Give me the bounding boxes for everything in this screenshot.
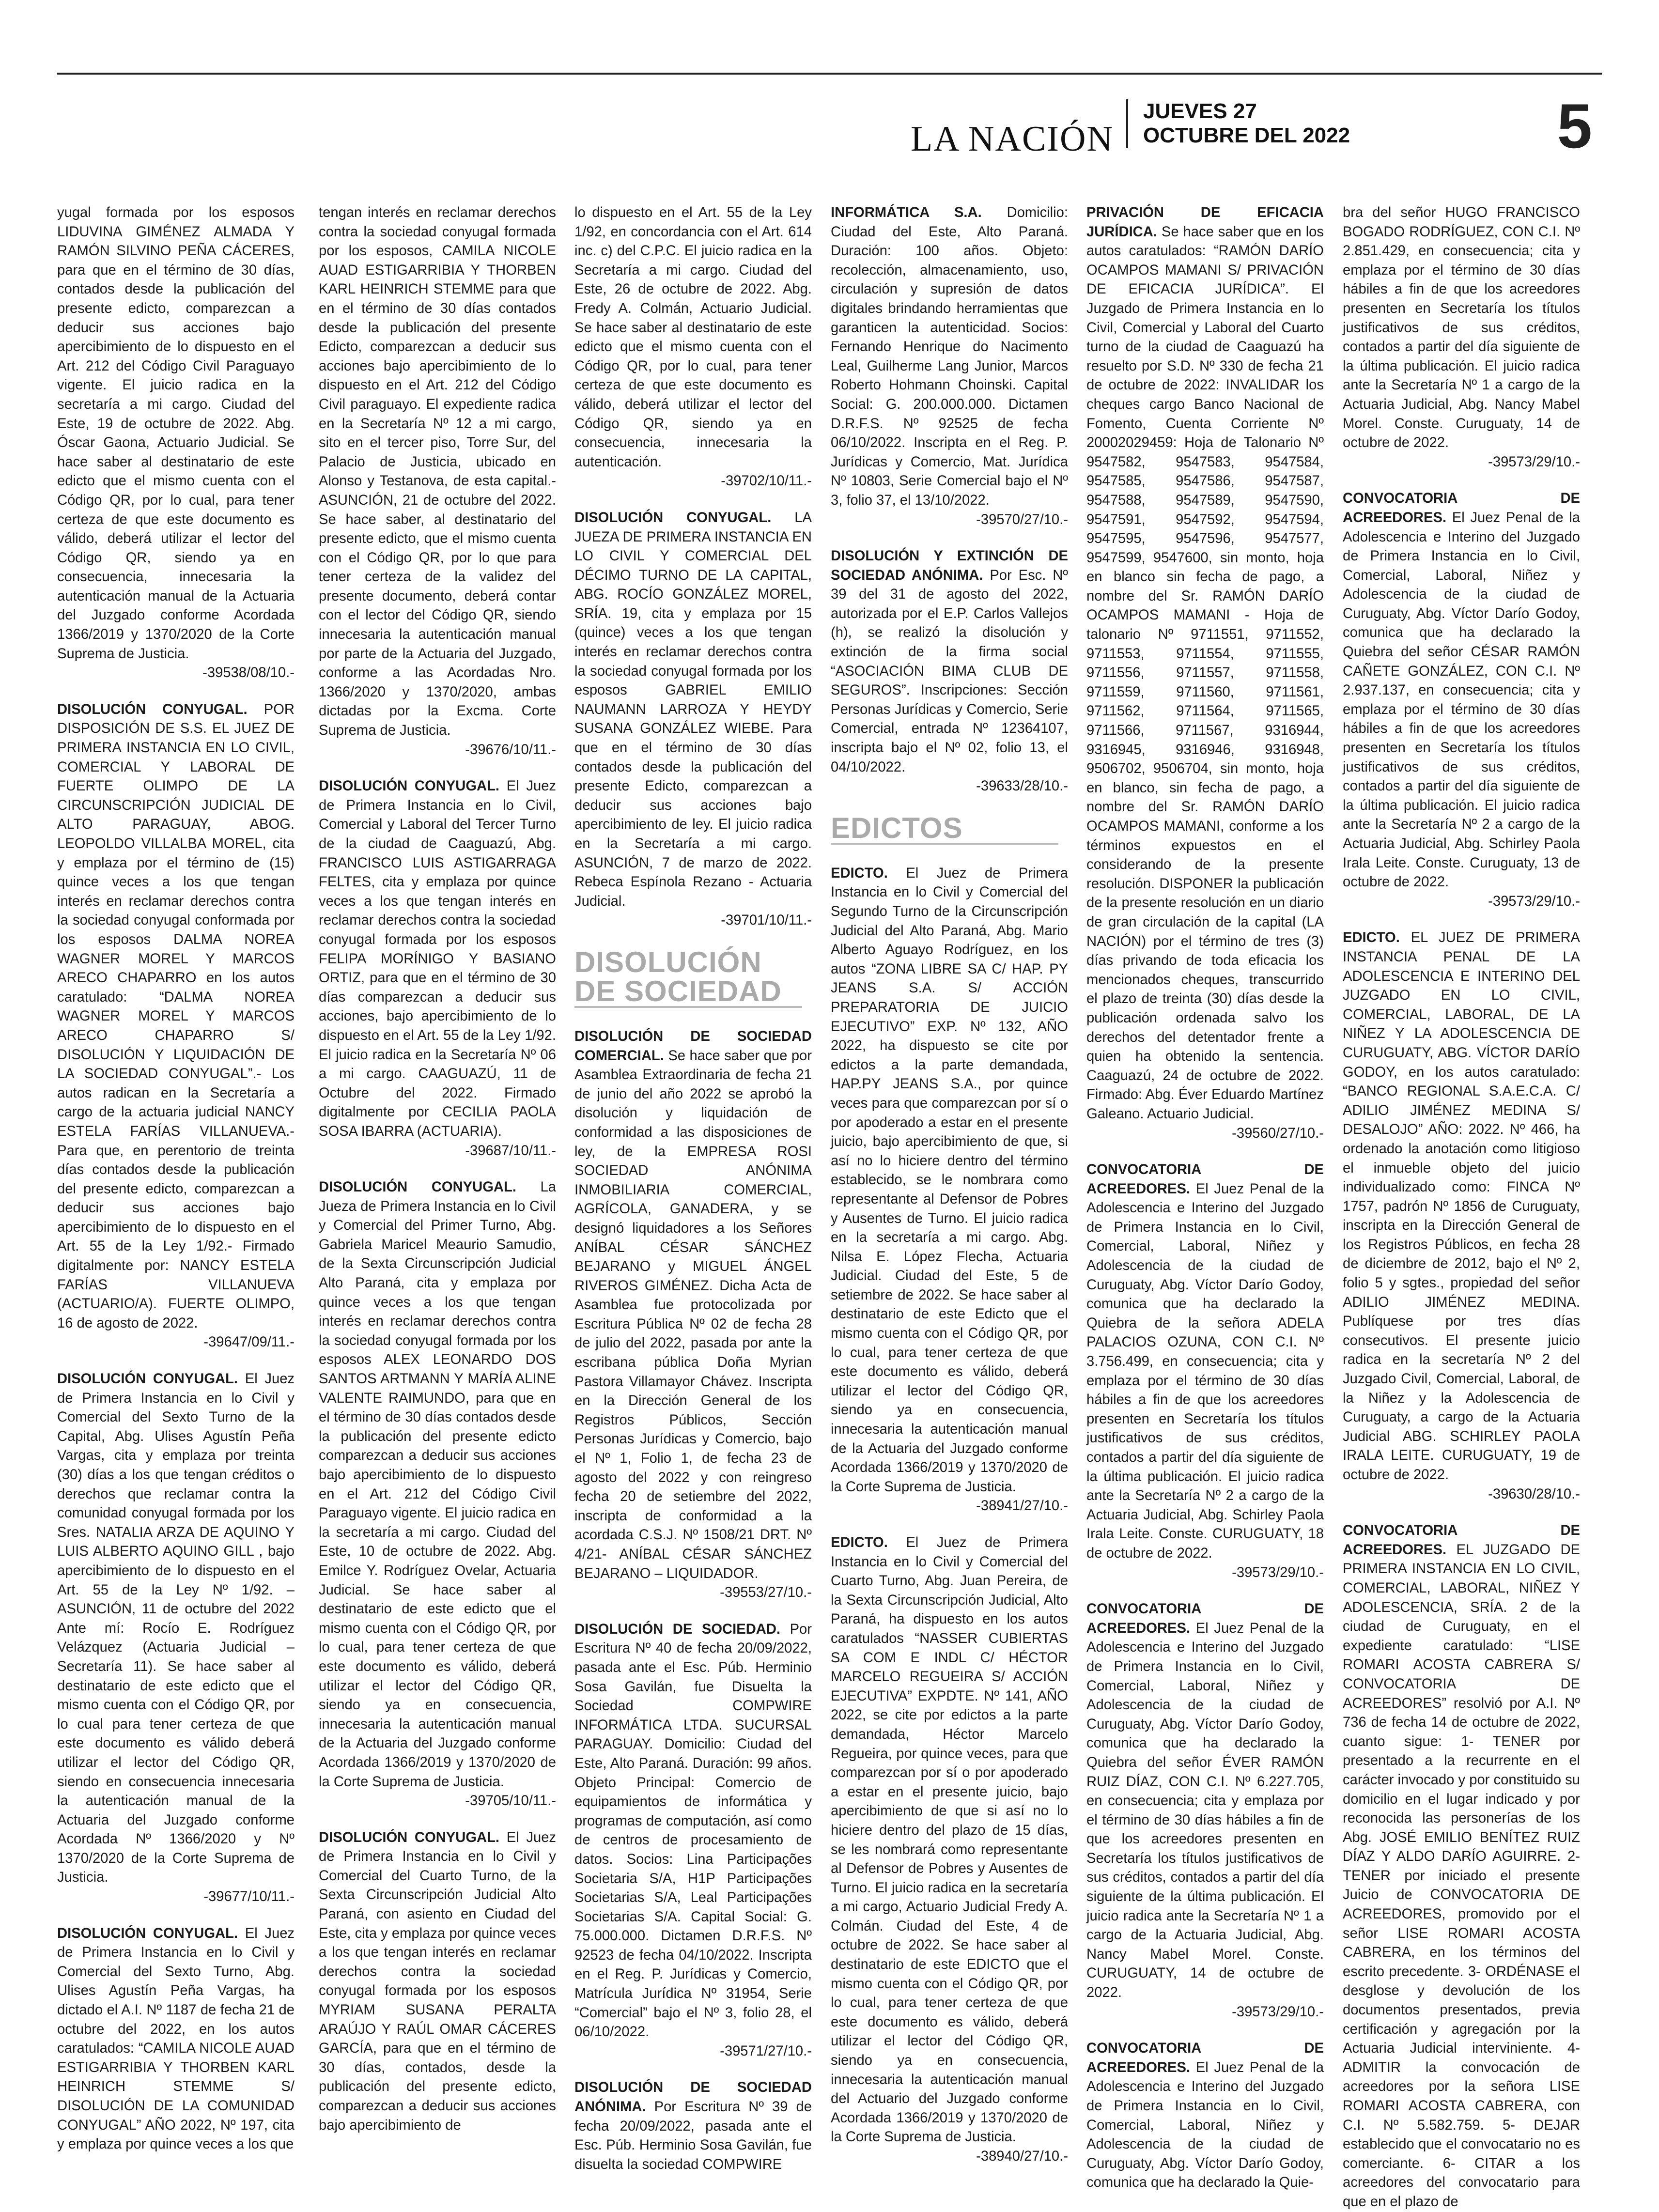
notice-body: tengan interés en reclamar derechos contra la sociedad conyugal formada por los esposos, CAMILA NICOLE AUAD ESTIGARRIBIA Y THORBEN KARL HEINRICH STEMME para que en el término de 30 días contados desde la publicación del presente Edicto, comparezcan a deducir sus acciones bajo apercibimiento de lo dispuesto en el Art. 212 del Código Civil paraguayo. El expediente radica en la Secretaría Nº 12 a mi cargo, sito en el tercer piso, Torre Sur, del Palacio de Justicia, ubicado en Alonso y Testanova, de esta capital.- ASUNCIÓN, 21 de octubre del 2022. Se hace saber, al destinatario del presente edicto, que el mismo cuenta con el Código QR, por lo que para tener certeza de la validez del presente documento, deberá contar con el lector del Código QR, siendo innecesaria la autenticación manual por parte de la Actuaria del Juzgado, conforme a las Acordadas Nro. 1366/2020 y 1370/2020, ambas dictadas por la Excma. Corte Suprema de Justicia. <box>319 205 556 739</box>
notice-reference: -39571/27/10.- <box>720 2043 812 2059</box>
legal-notice <box>319 1828 556 2135</box>
notice-body: EL JUZGADO DE PRIMERA INSTANCIA EN LO CIVIL, COMERCIAL, LABORAL, NIÑEZ Y ADOLESCENCIA, SRÍA. 2 de la ciudad de Curuguaty, en el expediente caratulado: “LISE ROMARI ACOSTA CABRERA S/ CONVOCATORIA DE ACREEDORES” resolvió por A.I. Nº 736 de fecha 14 de octubre de 2022, cuanto sigue: 1- TENER por presentado a la recurrente en el carácter invocado y por constituido su domicilio en el lugar indicado y por reconocida las personerías de los Abg. JOSÉ EMILIO BENÍTEZ RUIZ DÍAZ Y ALDO DARÍO AGUIRRE. 2- TENER por iniciado el presente Juicio de CONVOCATORIA DE ACREEDORES, promovido por el señor LISE ROMARI ACOSTA CABRERA, en los términos del escrito precedente. 3- ORDÉNASE el desglose y devolución de los documentos presentados, previa certificación y agregación por la Actuaria Judicial interviniente. 4- ADMITIR la convocación de acreedores por la señora LISE ROMARI ACOSTA CABRERA, con C.I. Nº 5.582.759. 5- DEJAR establecido que el convocatario no es comerciante. 6- CITAR a los acreedores del convocatario para que en el plazo de <box>1343 1542 1580 2210</box>
notice-reference: -39573/29/10.- <box>1488 893 1580 909</box>
notice-body: bra del señor HUGO FRANCISCO BOGADO RODRÍGUEZ, CON C.I. Nº 2.851.429, en consecuencia; cita y emplaza por el término de 30 días hábiles a fin de que los acreedores presenten en Secretaría los títulos justificativos de sus créditos, contados a partir del día siguiente de la última publicación. El juicio radica ante la Secretaría Nº 1 a cargo de la Actuaria Judicial, Abg. Nancy Mabel Morel. Conste. Curuguaty, 14 de octubre de 2022. <box>1343 205 1580 451</box>
notice-lead: EDICTO. <box>1343 930 1400 946</box>
section-heading-disolucion-sociedad: DISOLUCIÓN DE SOCIEDAD <box>574 948 812 1008</box>
notice-body: El Juez de Primera Instancia en lo Civil y Comercial del Segundo Turno de la Circunscripción Judicial del Alto Paraná, Abg. Mario Alberto Aguayo Rodríguez, en los autos “ZONA LIBRE SA C/ HAP. PY JEANS S.A. S/ ACCIÓN PREPARATORIA DE JUICIO EJECUTIVO” EXP. Nº 132, AÑO 2022, ha dispuesto se cite por edictos a la parte demandada, HAP.PY JEANS S.A., por quince veces para que comparezcan por sí o por apoderado a estar en el presente juicio, bajo apercibimiento de que, si así no lo hiciere dentro del término establecido, se le nombrara como representante al Defensor de Pobres y Ausentes de Turno. El juicio radica en la secretaría a mi cargo. Abg. Nilsa E. López Flecha, Actuaria Judicial. Ciudad del Este, 5 de setiembre de 2022. Se hace saber al destinatario de este Edicto que el mismo cuenta con el Código QR, por lo cual, para tener certeza de que este documento es válido, deberá utilizar el lector del Código QR, siendo ya en consecuencia, innecesaria la autenticación manual de la Actuaria del Juzgado conforme Acordada 1366/2019 y 1370/2020 de la Corte Suprema de Justicia. <box>831 865 1069 1495</box>
notice-lead: DISOLUCIÓN Y EXTINCIÓN DE SOCIEDAD ANÓNIMA. <box>831 548 1068 583</box>
notice-reference: -39560/27/10.- <box>1232 1125 1324 1141</box>
legal-notice <box>1343 928 1580 1504</box>
notice-lead: DISOLUCIÓN CONYUGAL. <box>574 510 772 526</box>
notice-lead: DISOLUCIÓN CONYUGAL. <box>319 1829 500 1845</box>
notice-reference: -39573/29/10.- <box>1232 2004 1324 2020</box>
notice-lead: DISOLUCIÓN CONYUGAL. <box>57 1925 238 1941</box>
notice-lead: DISOLUCIÓN DE SOCIEDAD COMERCIAL. <box>574 1028 812 1064</box>
notice-lead: EDICTO. <box>831 1535 888 1550</box>
notice-reference: -39647/09/11.- <box>203 1334 295 1350</box>
issue-date-day: JUEVES 27 <box>1143 99 1257 123</box>
legal-notice <box>57 203 295 683</box>
legal-notice <box>57 700 295 1352</box>
legal-notice <box>574 509 812 930</box>
legal-notice <box>831 864 1068 1516</box>
legal-notice <box>1343 203 1580 472</box>
legal-notice <box>1086 203 1324 1143</box>
notice-lead: CONVOCATORIA DE ACREEDORES. <box>1343 491 1580 526</box>
notice-lead: PRIVACIÓN DE EFICACIA JURÍDICA. <box>1086 205 1324 240</box>
column-6 <box>1343 203 1581 2210</box>
legal-notice <box>319 203 556 759</box>
notice-reference: -38940/27/10.- <box>976 2149 1068 2164</box>
legal-notice <box>1086 1160 1324 1582</box>
legal-notice <box>831 1533 1068 2166</box>
notice-reference: -39573/29/10.- <box>1232 1564 1324 1580</box>
issue-date <box>1143 99 1350 148</box>
notice-body: EL JUEZ DE PRIMERA INSTANCIA PENAL DE LA ADOLESCENCIA E INTERINO DEL JUZGADO EN LO CIVIL, COMERCIAL, LABORAL, DE LA NIÑEZ Y LA ADOLESCENCIA DE CURUGUATY, ABG. VÍCTOR DARÍO GODOY, en los autos caratulado: “BANCO REGIONAL S.A.E.C.A. C/ ADILIO JIMÉNEZ MEDINA S/ DESALOJO” AÑO: 2022. Nº 466, ha ordenado la anotación como litigioso el inmueble objeto del juicio individualizado como: FINCA Nº 1757, padrón Nº 1856 de Curuguaty, inscripta en la Dirección General de los Registros Públicos, en fecha 28 de diciembre de 2012, bajo el Nº 2, folio 5 y sgtes., propiedad del señor ADILIO JIMÉNEZ MEDINA. Publíquese por tres días consecutivos. El presente juicio radica en la secretaría Nº 2 del Juzgado Civil, Comercial, Laboral, de la Niñez y la Adolescencia de Curuguaty, a cargo de la Actuaria Judicial ABG. SCHIRLEY PAOLA IRALA LEITE. CURUGUATY, 19 de octubre de 2022. <box>1343 930 1581 1483</box>
notice-lead: DISOLUCIÓN DE SOCIEDAD. <box>574 1621 781 1637</box>
legal-notice <box>1086 2039 1324 2193</box>
column-3-top <box>574 203 812 930</box>
issue-date-month: OCTUBRE DEL 2022 <box>1143 124 1350 147</box>
notice-lead: CONVOCATORIA DE ACREEDORES. <box>1086 1162 1324 1197</box>
notice-lead: DISOLUCIÓN DE SOCIEDAD ANÓNIMA. <box>574 2080 812 2115</box>
notice-reference: -39676/10/11.- <box>465 742 556 758</box>
notice-body: El Juez de Primera Instancia en lo Civil y Comercial del Cuarto Turno, de la Sexta Circunscripción Judicial Alto Paraná, con asiento en Ciudad del Este, cita y emplaza por quince veces a los que tengan interés en reclamar derechos contra la sociedad conyugal formada por los esposos MYRIAM SUSANA PERALTA ARAÚJO Y RAÚL OMAR CÁCERES GARCÍA, para que en el término de 30 días, contados, desde la publicación del presente edicto, comparezcan a deducir sus acciones bajo apercibimiento de <box>319 1829 557 2133</box>
legal-notice <box>574 1027 812 1603</box>
masthead-divider <box>1126 99 1128 148</box>
notice-lead: DISOLUCIÓN CONYUGAL. <box>319 1179 516 1195</box>
column-5 <box>1086 203 1324 2191</box>
legal-notice <box>1343 1521 1580 2212</box>
notice-lead: DISOLUCIÓN CONYUGAL. <box>319 778 500 794</box>
notice-reference: -39630/28/10.- <box>1488 1486 1580 1502</box>
notice-body: Por Esc. Nº 39 del 31 de agosto del 2022, autorizada por el E.P. Carlos Vallejos (h), se realizó la disolución y extinción de la firma social “ASOCIACIÓN BIMA CLUB DE SEGUROS”. Inscripciones: Sección Personas Jurídicas y Comercio, Serie Comercial, entrada Nº 12364107, inscripta bajo el Nº 02, folio 13, el 04/10/2022. <box>831 567 1069 775</box>
legal-notice <box>574 1620 812 2061</box>
column-3-bottom <box>574 1027 812 2174</box>
notice-lead: DISOLUCIÓN CONYUGAL. <box>57 1371 238 1387</box>
newspaper-logo: LA NACIÓN <box>911 119 1114 159</box>
notice-body: POR DISPOSICIÓN DE S.S. EL JUEZ DE PRIMERA INSTANCIA EN LO CIVIL, COMERCIAL Y LABORAL DE FUERTE OLIMPO DE LA CIRCUNSCRIPCIÓN JUDICIAL DE ALTO PARAGUAY, ABOG. LEOPOLDO VILLALBA MOREL, cita y emplaza por el término de (15) quince veces a los que tengan interés en reclamar derechos contra la sociedad conyugal conformada por los esposos DALMA NOREA WAGNER MOREL Y MARCOS ARECO CHAPARRO en los autos caratulado: “DALMA NOREA WAGNER MOREL Y MARCOS ARECO CHAPARRO S/ DISOLUCIÓN Y LIQUIDACIÓN DE LA SOCIEDAD CONYUGAL”.- Los autos radican en la Secretaría a cargo de la actuaria judicial NANCY ESTELA FARÍAS VILLANUEVA.- Para que, en perentorio de treinta días contados desde la publicación del presente edicto, comparezcan a deducir sus acciones bajo apercibimiento de lo dispuesto en el Art. 55 de la Ley 1/92.- Firmado digitalmente por: NANCY ESTELA FARÍAS VILLANUEVA (ACTUARIO/A). FUERTE OLIMPO, 16 de agosto de 2022. <box>57 701 295 1331</box>
notice-lead: CONVOCATORIA DE ACREEDORES. <box>1086 2041 1324 2075</box>
notice-reference: -39553/27/10.- <box>720 1585 812 1601</box>
notice-reference: -39633/28/10.- <box>976 778 1068 794</box>
notice-body: lo dispuesto en el Art. 55 de la Ley 1/92, en concordancia con el Art. 614 inc. c) del C.P.C. El juicio radica en la Secretaría a mi cargo. Ciudad del Este, 26 de octubre de 2022. Abg. Fredy A. Colmán, Actuario Judicial. Se hace saber al destinatario de este edicto que el mismo cuenta con el Código QR, por lo cual, para tener certeza de que este documento es válido, deberá utilizar el lector del Código QR, siendo ya en consecuencia, innecesaria la autenticación. <box>574 205 812 470</box>
column-4-bottom <box>831 864 1068 2166</box>
notice-body: Domicilio: Ciudad del Este, Alto Paraná. Duración: 100 años. Objeto: recolección, almacenamiento, uso, circulación y supresión de datos digitales brindando herramientas que garanticen la autenticidad. Socios: Fernando Henrique do Nacimento Leal, Guilherme Lang Junior, Marcos Roberto Hohmann Choinski. Capital Social: G. 200.000.000. Dictamen D.R.F.S. Nº 92525 de fecha 06/10/2022. Inscripta en el Reg. P. Jurídicas y Comercio, Mat. Jurídica Nº 10803, Serie Comercial bajo el Nº 3, folio 37, el 13/10/2022. <box>831 205 1068 508</box>
notice-reference: -39573/29/10.- <box>1488 454 1580 470</box>
column-4-top <box>831 203 1068 796</box>
notice-reference: -39677/10/11.- <box>203 1889 295 1905</box>
masthead <box>911 91 1602 161</box>
notice-body: El Juez Penal de la Adolescencia e Interino del Juzgado de Primera Instancia en lo Civil, Comercial, Laboral, Niñez y Adolescencia de la ciudad de Curuguaty, Abg. Víctor Darío Godoy, comunica que ha declarado la Quiebra del señor CÉSAR RAMÓN CAÑETE GONZÁLEZ, CON C.I. Nº 2.937.137, en consecuencia; cita y emplaza por el término de 30 días hábiles a fin de que los acreedores presenten en Secretaría los títulos justificativos de sus créditos, contados a partir del día siguiente de la última publicación. El juicio radica ante la Secretaría Nº 2 a cargo de la Actuaria Judicial, Abg. Schirley Paola Irala Leite. Conste. Curuguaty, 13 de octubre de 2022. <box>1343 510 1580 890</box>
notice-reference: -39705/10/11.- <box>465 1793 556 1809</box>
notice-body: El Juez de Primera Instancia en lo Civil y Comercial del Cuarto Turno, Abg. Juan Pereira, de la Sexta Circunscripción Judicial, Alto Paraná, ha dispuesto en los autos caratulados “NASSER CUBIERTAS SA COM E INDL C/ HÉCTOR MARCELO REGUEIRA S/ ACCIÓN EJECUTIVA” EXPDTE. Nº 141, AÑO 2022, se cite por edictos a la parte demandada, Héctor Marcelo Regueira, por quince veces, para que comparezcan por sí o por apoderado a estar en el presente juicio, bajo apercibimiento de que si así no lo hiciere dentro del plazo de 15 días, se les nombrará como representante al Defensor de Pobres y Ausentes de Turno. El juicio radica en la secretaría a mi cargo, Actuario Judicial Fredy A. Colmán. Ciudad del Este, 4 de octubre de 2022. Se hace saber al destinatario de este EDICTO que el mismo cuenta con el Código QR, por lo cual, para tener certeza de que este documento es válido, deberá utilizar el lector del Código QR, siendo ya en consecuencia, innecesaria la autenticación manual del Actuario del Juzgado conforme Acordada 1366/2019 y 1370/2020 de la Corte Suprema de Justicia. <box>831 1535 1069 2145</box>
legal-notice <box>1343 489 1580 911</box>
legal-notice <box>57 1370 295 1907</box>
column-1 <box>57 203 295 2152</box>
column-3 <box>574 203 812 2172</box>
notice-body: Se hace saber que en los autos caratulados: “RAMÓN DARÍO OCAMPOS MAMANI S/ PRIVACIÓN DE EFICACIA JURÍDICA”. El Juzgado de Primera Instancia en lo Civil, Comercial y Laboral del Cuarto turno de la ciudad de Caaguazú ha resuelto por S.D. Nº 330 de fecha 21 de octubre de 2022: INVALIDAR los cheques cargo Banco Nacional de Fomento, Cuenta Corriente Nº 20002029459: Hoja de Talonario Nº 9547582, 9547583, 9547584, 9547585, 9547586, 9547587, 9547588, 9547589, 9547590, 9547591, 9547592, 9547594, 9547595, 9547596, 9547577, 9547599, 9547600, sin monto, hoja en blanco sin fecha de pago, a nombre del Sr. RAMÓN DARÍO OCAMPOS MAMANI - Hoja de talonario Nº 9711551, 9711552, 9711553, 9711554, 9711555, 9711556, 9711557, 9711558, 9711559, 9711560, 9711561, 9711562, 9711564, 9711565, 9711566, 9711567, 9316944, 9316945, 9316946, 9316948, 9506702, 9506704, sin monto, hoja en blanco, sin fecha de pago, a nombre del Sr. RAMÓN DARÍO OCAMPOS MAMANI, conforme a los términos expuestos en el considerando de la presente resolución. DISPONER la publicación de la presente resolución en un diario de gran circulación de la capital (LA NACIÓN) por el término de tres (3) días privando de toda eficacia los mencionados cheques, transcurrido el plazo de treinta (30) días desde la publicación ordenada salvo los derechos del detentador frente a quien ha obtenido la sentencia. Caaguazú, 24 de octubre de 2022. Firmado: Abg. Éver Eduardo Martínez Galeano. Actuario Judicial. <box>1086 224 1324 1122</box>
notice-reference: -39687/10/11.- <box>465 1143 556 1159</box>
legal-notice <box>1086 1600 1324 2022</box>
notice-lead: INFORMÁTICA S.A. <box>831 205 982 220</box>
notice-reference: -39701/10/11.- <box>721 913 812 928</box>
notice-body: LA JUEZA DE PRIMERA INSTANCIA EN LO CIVIL Y COMERCIAL DEL DÉCIMO TURNO DE LA CAPITAL, ABG. ROCÍO GONZÁLEZ MOREL, SRÍA. 19, cita y emplaza por 15 (quince) veces a los que tengan interés en reclamar derechos contra la sociedad conyugal formada por los esposos GABRIEL EMILIO NAUMANN LARROZA Y HEYDY SUSANA GONZÁLEZ WIEBE. Para que en el término de 30 días contados desde la publicación del presente Edicto, comparezcan a deducir sus acciones bajo apercibimiento de ley. El juicio radica en la Secretaría a mi cargo. ASUNCIÓN, 7 de marzo de 2022. Rebeca Espínola Rezano - Actuaria Judicial. <box>574 510 812 909</box>
notice-body: El Juez de Primera Instancia en lo Civil y Comercial del Sexto Turno de la Capital, Abg. Ulises Agustín Peña Vargas, cita y emplaza por treinta (30) días a los que tengan créditos o derechos que reclamar contra la comunidad conyugal formada por los Sres. NATALIA ARZA DE AQUINO Y LUIS ALBERTO AQUINO GILL , bajo apercibimiento de lo dispuesto en el Art. 55 de la Ley Nº 1/92. – ASUNCIÓN, 11 de octubre del 2022 Ante mí: Rocío E. Rodríguez Velázquez (Actuaria Judicial – Secretaría 11). Se hace saber al destinatario de este edicto que el mismo cuenta con el Código QR, por lo cual para tener certeza de que este documento es válido deberá utilizar el lector del Código QR, siendo en consecuencia innecesaria la autenticación manual de la Actuaria del Juzgado conforme Acordada Nº 1366/2020 y Nº 1370/2020 de la Corte Suprema de Justicia. <box>57 1371 295 1886</box>
notice-lead: CONVOCATORIA DE ACREEDORES. <box>1343 1523 1580 1558</box>
notice-reference: -39570/27/10.- <box>976 511 1068 527</box>
page-number: 5 <box>1557 91 1592 161</box>
notice-body: Por Escritura Nº 40 de fecha 20/09/2022, pasada ante el Esc. Púb. Herminio Sosa Gavilán, fue Disuelta la Sociedad COMPWIRE INFORMÁTICA LTDA. SUCURSAL PARAGUAY. Domicilio: Ciudad del Este, Alto Paraná. Duración: 99 años. Objeto Principal: Comercio de equipamientos de informática y programas de computación, así como de centros de procesamiento de datos. Socios: Lina Participações Societaria S/A, H1P Participações Societarias S/A, Leal Participações Societarias S/A. Capital Social: G. 75.000.000. Dictamen D.R.F.S. Nº 92523 de fecha 04/10/2022. Inscripta en el Reg. P. Jurídicas y Comercio, Matrícula Jurídica Nº 31954, Serie “Comercial” bajo el Nº 3, folio 28, el 06/10/2022. <box>574 1621 812 2040</box>
legal-notice <box>319 777 556 1160</box>
notice-lead: CONVOCATORIA DE ACREEDORES. <box>1086 1601 1324 1636</box>
notice-lead: DISOLUCIÓN CONYUGAL. <box>57 701 248 717</box>
header-rule <box>57 73 1602 75</box>
legal-notice <box>831 203 1068 529</box>
notice-body: El Juez de Primera Instancia en lo Civil y Comercial del Sexto Turno, Abg. Ulises Agustín Peña Vargas, ha dictado el A.I. Nº 1187 de fecha 21 de octubre del 2022, en los autos caratulados: “CAMILA NICOLE AUAD ESTIGARRIBIA Y THORBEN KARL HEINRICH STEMME S/ DISOLUCIÓN DE LA COMUNIDAD CONYUGAL” AÑO 2022, Nº 197, cita y emplaza por quince veces a los que <box>57 1925 295 2152</box>
notice-body: El Juez Penal de la Adolescencia e Interino del Juzgado de Primera Instancia en lo Civil, Comercial, Laboral, Niñez y Adolescencia de la ciudad de Curuguaty, Abg. Víctor Darío Godoy, comunica que ha declarado la Quie- <box>1086 2059 1324 2191</box>
notice-lead: EDICTO. <box>831 865 888 881</box>
legal-notice <box>57 1924 295 2154</box>
notice-body: Se hace saber que por Asamblea Extraordinaria de fecha 21 de junio del año 2022 se aprobó la disolución y liquidación de conformidad a las disposiciones de ley, de la EMPRESA ROSI SOCIEDAD ANÓNIMA INMOBILIARIA COMERCIAL, AGRÍCOLA, GANADERA, y se designó liquidadores a los Señores ANÍBAL CÉSAR SÁNCHEZ BEJARANO y MIGUEL ÁNGEL RIVEROS GIMÉNEZ. Dicha Acta de Asamblea fue protocolizada por Escritura Pública Nº 02 de fecha 28 de julio del 2022, pasada por ante la escribana pública Doña Myrian Pastora Villamayor Chávez. Inscripta en la Dirección General de los Registros Públicos, Sección Personas Jurídicas y Comercio, bajo el Nº 1, Folio 1, de fecha 23 de agosto del 2022 y con reingreso fecha 20 de setiembre del 2022, inscripta de conformidad a la acordada C.S.J. Nº 1508/21 DRT. Nº 4/21- ANÍBAL CÉSAR SÁNCHEZ BEJARANO – LIQUIDADOR. <box>574 1048 812 1581</box>
legal-notice <box>574 2078 812 2174</box>
notice-reference: -39702/10/11.- <box>721 473 812 489</box>
notice-body: Por Escritura Nº 39 de fecha 20/09/2022, pasada ante el Esc. Púb. Herminio Sosa Gavilán, fue disuelta la sociedad COMPWIRE <box>574 2099 812 2172</box>
notice-body: La Jueza de Primera Instancia en lo Civil y Comercial del Primer Turno, Abg. Gabriela Maricel Meaurio Samudio, de la Sexta Circunscripción Judicial Alto Paraná, cita y emplaza por quince veces a los que tengan interés en reclamar derechos contra la sociedad conyugal formada por los esposos ALEX LEONARDO DOS SANTOS ARTMANN Y MARÍA ALINE VALENTE RAIMUNDO, para que en el término de 30 días contados desde la publicación del presente edicto comparezcan a deducir sus acciones bajo apercibimiento de lo dispuesto en el Art. 212 del Código Civil Paraguayo vigente. El juicio radica en la secretaría a mi cargo. Ciudad del Este, 10 de octubre de 2022. Abg. Emilce Y. Rodríguez Ovelar, Actuaria Judicial. Se hace saber al destinatario de este edicto que el mismo cuenta con el Código QR, por lo cual, para tener certeza de que este documento es válido, deberá utilizar el lector del Código QR, siendo ya en consecuencia, innecesaria la autenticación manual de la Actuaria del Juzgado conforme Acordada 1366/2019 y 1370/2020 de la Corte Suprema de Justicia. <box>319 1179 557 1790</box>
notice-body: El Juez de Primera Instancia en lo Civil, Comercial y Laboral del Tercer Turno de la ciudad de Caaguazú, Abg. FRANCISCO LUIS ASTIGARRAGA FELTES, cita y emplaza por quince veces a los que tengan interés en reclamar derechos contra la sociedad conyugal formada por los esposos FELIPA MORÍNIGO Y BASIANO ORTIZ, para que en el término de 30 días comparezcan a deducir sus acciones, bajo apercibimiento de lo dispuesto en el Art. 55 de la Ley 1/92. El juicio radica en la Secretaría Nº 06 a mi cargo. CAAGUAZÚ, 11 de Octubre del 2022. Firmado digitalmente por CECILIA PAOLA SOSA IBARRA (ACTUARIA). <box>319 778 557 1139</box>
notice-body: yugal formada por los esposos LIDUVINA GIMÉNEZ ALMADA Y RAMÓN SILVINO PEÑA CÁCERES, para que en el término de 30 días, contados desde la publicación del presente edicto, comparezcan a deducir sus acciones bajo apercibimiento de lo dispuesto en el Art. 212 del Código Civil Paraguayo vigente. El juicio radica en la secretaría a mi cargo. Ciudad del Este, 19 de octubre de 2022. Abg. Óscar Gaona, Actuario Judicial. Se hace saber al destinatario de este edicto que el mismo cuenta con el Código QR, por lo cual, para tener certeza de que este documento es válido, deberá utilizar el lector del Código QR, siendo ya en consecuencia, innecesaria la autenticación manual de la Actuaria del Juzgado conforme Acordada 1366/2019 y 1370/2020 de la Corte Suprema de Justicia. <box>57 205 295 662</box>
notice-reference: -38941/27/10.- <box>976 1498 1068 1514</box>
section-heading-edictos: EDICTOS <box>831 814 1068 845</box>
legal-notice <box>831 547 1068 796</box>
notice-body: El Juez Penal de la Adolescencia e Interino del Juzgado de Primera Instancia en lo Civil, Comercial, Laboral, Niñez y Adolescencia de la ciudad de Curuguaty, Abg. Víctor Darío Godoy, comunica que ha declarado la Quiebra del señor ÉVER RAMÓN RUIZ DÍAZ, CON C.I. Nº 6.227.705, en consecuencia; cita y emplaza por el término de 30 días hábiles a fin de que los acreedores presenten en Secretaría los títulos justificativos de sus créditos, contados a partir del día siguiente de la última publicación. El juicio radica ante la Secretaría Nº 1 a cargo de la Actuaria Judicial, Abg. Nancy Mabel Morel. Conste. CURUGUATY, 14 de octubre de 2022. <box>1086 1620 1324 2001</box>
column-2 <box>319 203 557 2133</box>
classifieds-columns <box>57 203 1602 2210</box>
legal-notice <box>574 203 812 491</box>
legal-notice <box>319 1178 556 1811</box>
notice-body: El Juez Penal de la Adolescencia e Interino del Juzgado de Primera Instancia en lo Civil, Comercial, Laboral, Niñez y Adolescencia de la ciudad de Curuguaty, Abg. Víctor Darío Godoy, comunica que ha declarado la Quiebra de la señora ADELA PALACIOS OZUNA, CON C.I. Nº 3.756.499, en consecuencia; cita y emplaza por el término de 30 días hábiles a fin de que los acreedores presenten en Secretaría los títulos justificativos de sus créditos, contados a partir del día siguiente de la última publicación. El juicio radica ante la Secretaría Nº 2 a cargo de la Actuaria Judicial, Abg. Schirley Paola Irala Leite. Conste. CURUGUATY, 18 de octubre de 2022. <box>1086 1181 1324 1561</box>
column-4 <box>831 203 1069 2164</box>
notice-reference: -39538/08/10.- <box>202 665 295 681</box>
